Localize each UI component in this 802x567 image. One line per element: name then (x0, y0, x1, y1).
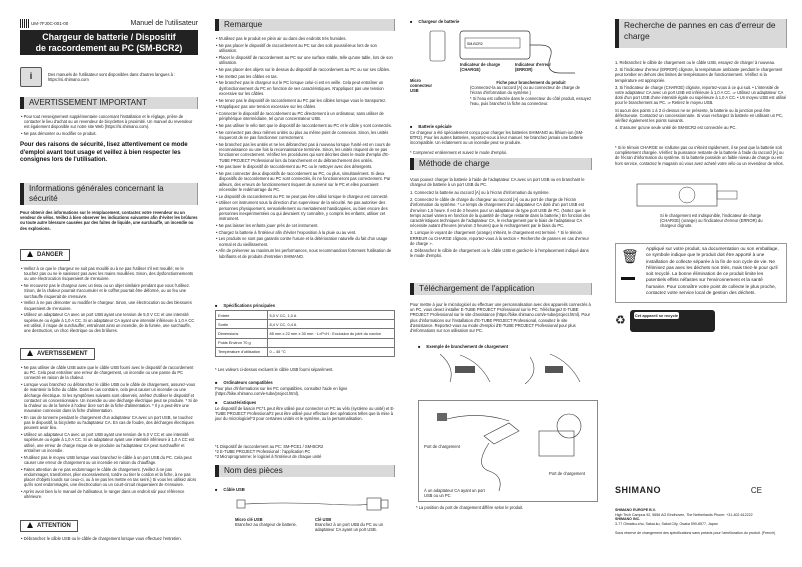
list-item: 3. Lorsque le voyant de chargement (orange) s'éteint, le chargement est terminé. * Si le témoin ERREUR ou CHARGE clignote, reportez-vous à la section « Recherche de pannes en cas d'erreur de charge ». (410, 230, 589, 246)
list-item: • Ne tenez pas le dispositif de raccordement au PC par les câbles lorsque vous le transportez. (215, 98, 395, 103)
section-heading-method: Méthode de charge (410, 158, 592, 170)
safety-intro: Pour obtenir des informations sur le remplacement, contactez votre revendeur ou un vendeur de vélos. Veillez à bien observer les indications suivantes afin d'éviter les brûlures ou toute autre blessure causées par des fuites de liquide, une surchauffe, un incendie ou des explosions. (20, 210, 198, 231)
list-item: • Ne pas connecter deux dispositifs de raccordement au PC, ou plus, simultanément. Si deux dispositifs de raccordement au PC sont connectés, ils ne fonctionneront pas correctement. Par ailleurs, des erreurs de fonctionnement risquent de survenir sur le PC et elles pourraient nécessiter le redémarrage du PC. (215, 171, 395, 192)
charging-illustration (419, 401, 599, 501)
table-row (216, 329, 395, 338)
list-item: • Utilisez un adaptateur CA avec un port USB ayant une tension de 5,0 V CC et une intensité supérieure ou égale à 1,0 A CC. Si un adaptateur CA ayant une intensité inférieure à 1,0 A CC est utilisé, il risque de surchauffer, entraînant ainsi un incendie, de la fumée, une surchauffe, une destruction, un choc électrique ou des brûlures. (20, 312, 198, 333)
eu-address: High Tech Campus 92, 5656 AG Eindhoven, The Netherlands Phone: +31-402-612222 (615, 512, 753, 517)
usb-cable-illustration (215, 495, 395, 515)
table-row (216, 311, 395, 320)
plug-text: (Connectez-la au raccord [A] ou au connecteur de charge de l'écran d'information du système.) (470, 85, 580, 96)
list-item: • Ne recouvrez pas le chargeur avec un tissu ou un objet similaire pendant que vous l'utilisez. Sinon, de la chaleur pourrait s'accumuler et le coffret pourrait être déformé, ou un feu une surchauffe risquerait de s'ensuivre. (20, 283, 198, 299)
specs-table (215, 310, 395, 357)
list-item: • Lorsque vous branchez ou débranchez le câble USB ou le câble de chargement, assurez-vous de maintenir la fiche du câble. Dans le cas contraire, cela peut causer un incendie ou une décharge électrique. Si les symptômes suivants sont observés, arrêtez d'utiliser le dispositif et contactez un concessionnaire. Un incendie ou une décharge électrique peut se produire. * Si de la chaleur ou de la fumée à l'odeur âcre sort de la fiche d'alimentation. * Il y a peut-être une mauvaise connexion dans la fiche d'alimentation. (20, 382, 198, 413)
spec-label: Dimensions (216, 329, 268, 338)
important-list (20, 114, 198, 138)
section-heading-remarque: Remarque (215, 19, 395, 31)
list-item: Si aucun des points 1 à 3 ci-dessus ne se présente, la batterie ou la jonction peut être défectueuse. Contactez un concessionnaire. Si vous rechargez la batterie en utilisant un PC, vérifiez également les points suivants. (615, 107, 783, 124)
charger-indicator-illustration (635, 182, 745, 210)
list-item: • Ne mettez pas les câbles en tas. (215, 74, 395, 79)
features-heading: ■ Caractéristiques (215, 400, 395, 405)
plug-title: Fiche pour branchement du produit (496, 80, 566, 85)
disclaimer: Sous réserve de changement des spécifications sans préavis pour l'amélioration du produit. (French) (615, 530, 776, 535)
recycling-info-badge: Cet appareil se recycle (630, 310, 715, 332)
usb-key-title: Clé USB (315, 517, 332, 522)
weee-notice: 🗑 Appliqué sur votre produit, sa documentation ou son emballage, ce symbole indique que le produit doit être apporté à une installation de collecte séparée à la fin de son cycle de vie. Ne l'éliminez pas avec les déchets non triés, mais triez-le pour qu'il soit recyclé. La bonne élimination de ce produit limite les potentiels effets néfastes sur l'environnement et la santé humaine. Pour connaître votre point de collecte le plus proche, contactez votre service local de gestion des déchets. (615, 243, 787, 303)
languages-note: Des manuels de l'utilisateur sont disponibles dans d'autres langues à : (48, 71, 176, 77)
list-item: • Ne pas laisser les enfants jouer près de cet instrument. (215, 223, 395, 228)
list-item: *3 Microprogramme: le logiciel à l'intérieur de chaque unité (215, 454, 322, 460)
charging-port-label-1: Port de chargement (424, 444, 460, 449)
monitor-info-icon: i (20, 67, 42, 87)
charger-illustration (410, 28, 592, 83)
languages-url[interactable]: https://si.shimano.com (48, 77, 89, 82)
attention-label: ATTENTION (20, 520, 78, 532)
battery-note: * Comprenez entièrement et suivez le mode d'emploi. (410, 150, 508, 155)
warning-triangle-icon (27, 251, 33, 257)
adapter-label: À un adaptateur CA ayant un port USB ou un PC (424, 488, 485, 499)
list-item: • Ne branchez pas les unités et ne les débranchez pas à nouveau lorsque l'unité est en cours de reconnaissance ou une fois la reconnaissance terminée. Sinon, les unités risquent de ne pas fonctionner correctement. Vérifiez les procédures qui sont décrites dans le mode d'emploi d'E-TUBE PROJECT Professional lors du branchement et du débranchement des unités. (215, 142, 395, 163)
charger-heading: ■ Chargeur de batterie (410, 19, 592, 24)
list-item: • Veillez à ce que le chargeur ne soit pas mouillé ou à ne pas l'utiliser s'il est mouillé; ne le touchez pas ou ne le saisissez pas avec les mains mouillées. Sinon, des dysfonctionnements ou une électrocution risqueraient de s'ensuivre. (20, 266, 198, 282)
spec-value (267, 338, 394, 347)
list-item: • Utiliser cet instrument sous la direction d'un superviseur de la sécurité. Ne pas autoriser des personnes physiquement, sensoriellement ou mentalement handicapées, ou bien encore des personnes inexpérimentées ou qui devraient s'y connaître, y compris les enfants, utiliser cet instrument. (215, 200, 395, 221)
method-intro: Vous pouvez charger la batterie à l'aide de l'adaptateur CA avec un port USB ou en branchant le chargeur de batterie à un port USB du PC. (410, 177, 585, 188)
triman-icon: ♻ (615, 313, 626, 328)
section-heading-download: Téléchargement de l'application (410, 283, 592, 295)
table-row (216, 320, 395, 329)
ce-mark: CE (750, 486, 762, 495)
jp-address: 3-77 Oimatsu-cho, Sakai-ku, Sakai City, Osaka 590-8577, Japan (615, 521, 718, 526)
charging-port-label-2: Port de chargement (549, 471, 585, 476)
features-notes (215, 444, 395, 460)
list-item: • Placer le dispositif de raccordement au PC sur une surface stable, telle qu'une table, lors de son utilisation. (215, 55, 395, 65)
list-item: 4. Débranchez le câble de chargement ou le câble USB et gardez-le à l'emplacement indiqué dans le mode d'emploi. (410, 248, 589, 259)
micro-usb-text: Branchez au chargeur de batterie. (235, 522, 297, 528)
example-heading: ■ Exemple de branchement de chargement (418, 344, 592, 349)
document-code: UM-7FJ0C-001-00 (31, 20, 69, 26)
troubleshooting-note: * Si le témoin CHARGE ne s'allume pas ou s'éteint rapidement, il se peut que la batterie soit complètement chargée. Vérifiez la puissance restante de la batterie à l'aide du raccord [A] ou de l'écran d'information du système. Si la batterie possède un faible niveau de charge ou est hors service, contactez le magasin où vous avez acheté votre vélo ou un revendeur de vélos. (615, 145, 784, 166)
list-item: • Utilisez un adaptateur CA avec un port USB ayant une tension de 5,0 V CC et une intensité supérieure ou égale à 1,0 A CC. Si un adaptateur ayant une intensité inférieure à 1,0 A CC est utilisé, une erreur de charge risque de se produire ou l'adaptateur CA peut surchauffer et entraîner un incendie. (20, 432, 198, 453)
download-text: Pour mettre à jour le micrologiciel ou effectuer une personnalisation avec des appareils connectés à un PC, vous devez installer E-TUBE PROJECT Professional sur le PC. Téléchargez E-TUBE PROJECT Professional sur le site d'assistance (https://bike.shimano.com/e-tube/project.html). Pour plus d'informations sur l'installation d'E-TUBE PROJECT Professional, consultez le site d'assistance. Reportez-vous au mode d'emploi d'E-TUBE PROJECT Professional pour plus d'informations sur son utilisation sur PC. (410, 302, 591, 334)
spec-value: 85 mm x 22 mm x 30 mm · L×P×H : Exclusion du joint du cordon (267, 329, 394, 338)
list-item: *1 Dispositif de raccordement au PC: SM-PCE1 / SM-BCR2 (215, 444, 324, 449)
list-item: 1. Rebranchez le câble de chargement ou le câble USB, essayez de charger à nouveau. (615, 60, 776, 65)
list-item: • Faites attention de ne pas endommager le câble de chargement. (Veillez à ne pas endommager, transformer, plier excessivement, tordre ou tirer le cordon et la fiche, à ne pas placer d'objets lourds sur ceux-ci, ou à ne pas les mettre en tas serré.) Si vous les utilisez alors qu'ils sont endommagés, une électrocution ou un court-circuit risqueraient de s'ensuivre. (20, 467, 198, 488)
section-heading-important: AVERTISSEMENT IMPORTANT (20, 97, 198, 109)
spec-value: 0 – 45 °C (267, 347, 394, 356)
table-row (216, 338, 395, 347)
usb-key-text: Branchez à un port USB du PC ou un adaptateur CA ayant un port USB. (315, 522, 384, 533)
troubleshooting-steps (615, 60, 787, 132)
shimano-logo: SHIMANO (615, 485, 661, 495)
list-item: • Chargez la batterie à l'intérieur afin d'éviter l'exposition à la pluie ou au vent. (215, 230, 395, 235)
list-item: • N'utilisez pas le moyeu USB lorsque vous branchez le câble à un port USB du PC. Cela peut causer une erreur de chargement ou un incendie en raison du chauffage. (20, 455, 198, 465)
battery-heading: ■ Batterie spéciale (410, 124, 592, 129)
list-item: • Ne pas utiliser le vélo tant que le dispositif de raccordement au PC et le câble y sont connectés. (215, 123, 395, 128)
list-item: • Les produits ne sont pas garantis contre l'usure et la détérioration naturelle du fait d'un usage normal et du vieillissement. (215, 236, 395, 246)
list-item: *2 E-TUBE PROJECT Professional : l'application PC (215, 449, 311, 455)
list-item: 2. Si l'indicateur d'erreur (ERROR) clignote, la température ambiante pendant le chargement peut tomber en dehors des limites de températures de fonctionnement. Vérifiez si la température est appropriée. (615, 67, 783, 83)
list-item: • N'appliquez pas une tension excessive sur les câbles. (215, 104, 395, 109)
method-steps (410, 190, 592, 260)
list-item: • Ne pas laver le dispositif de raccordement au PC ou le nettoyer avec des détergents. (215, 164, 395, 169)
spec-label: Entrée (216, 311, 268, 320)
spec-label: Sortie (216, 320, 268, 329)
spec-value: 8,4 V CC, 0,4 A (267, 320, 394, 329)
jp-company: SHIMANO INC. (615, 517, 641, 522)
list-item: • Ne pas placer le dispositif de raccordement au PC sur des sols poussiéreux lors de son utilisation. (215, 43, 395, 53)
spec-value: 5,0 V CC, 1,0 A (267, 311, 394, 320)
list-item: • Le dispositif de raccordement au PC ne peut pas être utilisé lorsque le chargeur est connecté. (215, 194, 395, 199)
section-heading-troubleshooting: Recherche de pannes en cas d'erreur de charge (615, 19, 787, 48)
spec-label: Poids Environ 70 g (216, 338, 268, 347)
list-item: • Veillez à ne pas démonter ou modifier le chargeur. Sinon, une électrocution ou des blessures risqueraient de s'ensuivre. (20, 300, 198, 310)
specs-note: * Les valeurs ci-dessus excluent le câble USB fourni séparément. (215, 367, 334, 372)
compat-heading: ■ Ordinateurs compatibles (215, 380, 395, 385)
charging-example-figure (418, 400, 598, 502)
list-item: 2. Connectez le câble de charge du chargeur au raccord [A] ou au port de charge de l'écran d'information du système. * Le temps de chargement d'un adaptateur CA doté d'un port USB est d'environ 1,5 heure. Il est de 3 heures pour un adaptateur de type port USB de PC. (Notez que le temps actuel variera en fonction de la quantité de charge restante dans la batterie.) En fonction des caractéristiques techniques de l'adaptateur CA, le rechargement par le biais de l'adaptateur CA nécessite autant d'heures (environ 3 heures) que le rechargement par le biais du PC. (410, 197, 591, 229)
charging-port-note: * La position du port de chargement diffère selon le produit. (416, 505, 524, 510)
list-item: • Connecter le dispositif de raccordement au PC directement à un ordinateur, sans utiliser de périphérique intermédiaire, tel qu'un concentrateur USB. (215, 111, 395, 121)
warning-triangle-icon (27, 522, 33, 528)
danger-list (20, 266, 198, 335)
manual-label: Manuel de l'utilisateur (130, 19, 198, 27)
list-item: • Afin de préserver au maximum les performances, nous recommandons fortement l'utilisation de lubrifiants et de produits d'entretien SHIMANO. (215, 248, 395, 258)
crossed-bin-icon: 🗑 (621, 248, 639, 264)
page-title: Chargeur de batterie / Dispositif de raccordement au PC (SM-BCR2) (20, 30, 198, 55)
list-item: • Ne branchez pas le chargeur sur le PC lorsque celui-ci est en veille. Cela peut entraîner un dysfonctionnement du PC en fonction de ses caractéristiques. N'appliquez pas une tension excessive sur les câbles. (215, 80, 395, 96)
indicator-caption: Si le chargement est indisponible, l'indicateur de charge (CHARGE) (orange) ou l'indicateur d'erreur (ERROR) du chargeur clignote. (660, 213, 763, 229)
danger-label: DANGER (20, 249, 70, 261)
remarque-list (215, 36, 395, 260)
plug-note: * Si l'eau est collectée dans le connecteur du côté produit, essuyez l'eau, puis branchez la fiche au connecteur. (470, 95, 592, 106)
warning-triangle-icon (27, 350, 33, 356)
eu-company: SHIMANO EUROPE B.V. (615, 508, 656, 512)
specs-heading: ■ Spécifications principales (215, 303, 395, 308)
list-item: 4. S'assurer qu'une seule unité de SM-BCR2 est connectée au PC. (615, 125, 737, 131)
micro-connector-label: Micro connecteur USB (410, 78, 433, 94)
list-item: • Débranchez le câble USB ou le câble de chargement lorsque vous effectuez l'entretien. (20, 536, 198, 541)
compat-text: Pour plus d'informations sur les PC compatibles, consultez l'aide en ligne (https://bike.shimano.com/e-tube/project.html). (215, 386, 348, 397)
qr-code-icon (20, 19, 29, 28)
list-item: • Après avoir bien lu le manuel de l'utilisateur, le ranger dans un endroit sûr pour référence ultérieure. (20, 489, 198, 499)
svg-text:SM-BCR2: SM-BCR2 (467, 42, 483, 46)
section-heading-safety: Informations générales concernant la sécurité (20, 183, 198, 205)
charge-indicator-label: Indicateur de charge (CHARGE) (460, 62, 501, 73)
list-item: • En cas de tonnerre pendant le chargement d'un adaptateur CA avec un port USB, ne touchez pas le dispositif, la bicyclette ou l'adaptateur CA. En cas de foudre, des décharges électriques peuvent avoir lieu. (20, 415, 198, 431)
safety-reminder: Pour des raisons de sécurité, lisez attentivement ce mode d'emploi avant tout usage et veillez à bien respecter les consignes lors de l'utilisation. (20, 141, 188, 164)
warning-label: AVERTISSEMENT (20, 348, 95, 360)
spec-label: Température d'utilisation (216, 347, 268, 356)
list-item: • Ne pas placer des objets sur le dessus du dispositif de raccordement au PC ou sur ses câbles. (215, 67, 395, 72)
warning-list (20, 365, 198, 501)
error-indicator-label: Indicateur d'erreur (ERROR) (515, 62, 552, 73)
micro-usb-title: Micro clé USB (235, 517, 263, 522)
battery-text: Ce chargeur a été spécialement conçu pour charger les batteries SHIMANO au lithium-ion (SM-BTR2). Pour les autres batteries, reportez-vous à leur manuel. Ne branchez jamais une batterie incompatible. Un éclatement ou un incendie peut se produire. (410, 130, 584, 146)
list-item: • Ne pas démonter ou modifier ce produit. (20, 131, 198, 136)
table-row (216, 347, 395, 356)
bike-illustration (410, 352, 592, 384)
features-text: Le dispositif de liaison PC*1 peut être utilisé pour connecter un PC au vélo (système ou unité) et E-TUBE PROJECT Professional*2 peut être utilisé pour effectuer des opérations telles que la mise à jour du micrologiciel*3 pour certaines unités et le système, ou la personnalisation. (215, 406, 395, 422)
list-item: • Pour tout renseignement supplémentaire concernant l'installation et le réglage, prière de contacter le lieu d'achat ou un revendeur de bicyclettes à proximité. Un manuel du revendeur est également disponible sur notre site Web (https://si.shimano.com). (20, 114, 198, 130)
usb-cable-heading: ■ Câble USB (215, 487, 395, 492)
list-item: • N'utilisez pas le produit en plein air ou dans des endroits très humides. (215, 36, 395, 41)
list-item: 1. Connectez la batterie au raccord [A] ou à l'écran d'information du système. (410, 190, 550, 195)
list-item: 3. Si l'indicateur de charge (CHARGE) clignote, reportez-vous à ce qui suit. • L'intensité de votre adaptateur CA avec un port USB est inférieure à 1,0 A CC. ⇒ Utilisez un adaptateur CA doté d'un port USB d'une intensité égale ou supérieure à 1,0 A CC. • Un moyeu USB est utilisé pour le branchement au PC. ⇒ Retirez le moyeu USB. (615, 84, 787, 106)
section-heading-parts: Nom des pièces (215, 465, 395, 477)
list-item: • Ne connectez pas deux mêmes unités ou plus au même point de connexion. Sinon, les unités risqueront de ne pas fonctionner correctement. (215, 130, 395, 140)
list-item: • Ne pas utiliser de câble USB autre que le câble USB fourni avec le dispositif de raccordement au PC. Cela peut entraîner une erreur de chargement, un incendie ou une panne du PC connecté en raison de la chaleur. (20, 365, 198, 381)
attention-list (20, 536, 198, 543)
